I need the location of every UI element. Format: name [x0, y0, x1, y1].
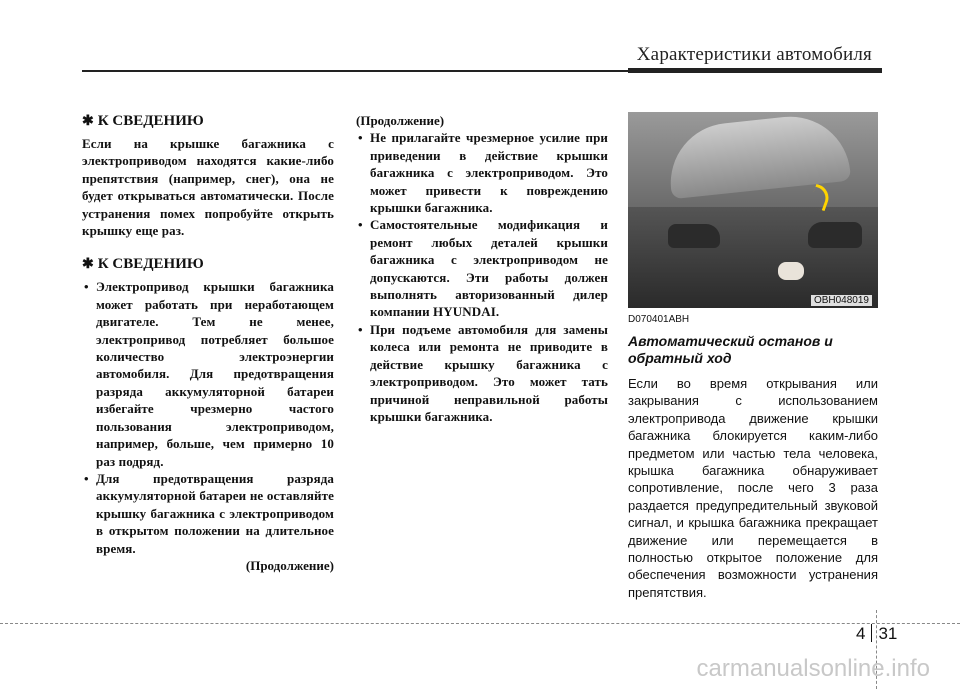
continued-label: (Продолжение) [245, 557, 334, 573]
asterisk-icon: ✱ [82, 257, 94, 273]
column-left [82, 112, 334, 574]
section-text: Если во время открывания или закрывания с использованием электропривода движение крышки багажника блокируется каким-либо предметом или частью тела человека, крышка багажника обнаруживает сопротивление, после чего 3 раза раздается предупредительный звуковой сигнал, и крышка багажника прекращает движение или перемещается в полностью открытое положение для обеспечения возможности устранения препятствия. [628, 376, 878, 600]
notice-title [82, 112, 334, 131]
list-item: • Для предотвращения разряда аккумуляторной батареи не оставляйте крышку багажника с электроприводом в открытом положении на длительное время. [84, 470, 334, 556]
notice-title-text: К СВЕДЕНИЮ [97, 113, 204, 129]
column-middle [356, 112, 608, 425]
photo-caption: OBH048019 [811, 295, 872, 306]
watermark: carmanualsonline.info [696, 655, 930, 682]
header-rule-accent [628, 68, 882, 73]
section-title: Автоматический останов и обратный ход [628, 333, 833, 366]
page-number-value: 31 [878, 624, 898, 643]
notice-title-text: К СВЕДЕНИЮ [97, 256, 204, 273]
footer-rule [0, 623, 960, 624]
page-number [856, 624, 897, 644]
list-item: • Электропривод крышки багажника может работать при неработающем двигателе. Тем не менее, электропривод потребляет большое количество электроэнергии автомобиля. Для предотвращения разряда аккумуляторной батареи избегайте чрезмерно частого пользования электроприводом, например, больше, чем примерно 10 раз подряд. [84, 279, 334, 469]
list-item-text: Электропривод крышки багажника может работать при неработающем двигателе. Тем не менее, электропривод потребляет большое количество электроэнергии автомобиля. Для предотвращения разряда аккумуляторной батареи избегайте чрезмерно частого пользования электроприводом, например, больше, чем примерно 10 раз подряд. [96, 279, 334, 469]
notice-bullet-list [82, 278, 334, 557]
list-item-text: Не прилагайте чрезмерное усилие при приведении в действие крышки багажника с электроприводом. Это может привести к повреждению крышки багажника. [370, 130, 608, 216]
hand-shape [778, 262, 804, 280]
tail-lamp-left [668, 224, 720, 248]
page-header-title: Характеристики автомобиля [636, 44, 872, 65]
column-right [628, 112, 878, 601]
notice-title [82, 255, 334, 274]
list-item-text: При подъеме автомобиля для замены колеса или ремонта не приводите в действие крышку багажника с электроприводом. Это может тать причиной неправильной работы крышки багажника. [370, 321, 608, 424]
tail-lamp-right [808, 222, 862, 248]
list-item: • Не прилагайте чрезмерное усилие при приведении в действие крышки багажника с электроприводом. Это может привести к повреждению крышки багажника. [358, 130, 608, 216]
continued-label: (Продолжение) [356, 113, 445, 128]
list-item: • Самостоятельные модификация и ремонт любых деталей крышки багажника с электроприводом не допускаются. Эти работы должен выполнять авторизованный дилер компании HYUNDAI. [358, 217, 608, 320]
list-item: • При подъеме автомобиля для замены колеса или ремонта не приводите в действие крышку багажника с электроприводом. Это может тать причиной неправильной работы крышки багажника. [358, 321, 608, 424]
list-item-text: Для предотвращения разряда аккумуляторной батареи не оставляйте крышку багажника с электроприводом в открытом положении на длительное время. [96, 470, 334, 556]
notice-bullet-list [356, 129, 608, 425]
chapter-number: 4 [856, 624, 866, 643]
asterisk-icon: ✱ [82, 114, 94, 129]
list-item-text: Самостоятельные модификация и ремонт любых деталей крышки багажника с электроприводом не допускаются. Эти работы должен выполнять авторизованный дилер компании HYUNDAI. [370, 217, 608, 320]
notice-text: Если на крышке багажника с электроприводом находятся какие-либо препятствия (например, снег), она не будет открываться автоматически. После устранения помех попробуйте открыть крышку еще раз. [82, 136, 334, 239]
section-code: D070401ABH [628, 314, 690, 325]
trunk-lid-photo [628, 112, 878, 308]
